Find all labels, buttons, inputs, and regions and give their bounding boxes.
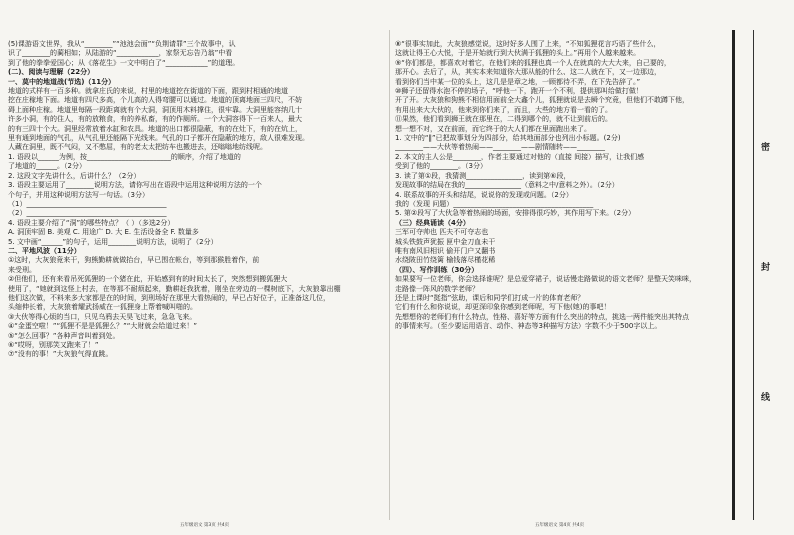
left-page-line: ⑦“没有的事！”大灰狼气得直跳。 (8, 350, 113, 359)
left-page-line: 二、平地风波（11分） (8, 246, 81, 255)
left-page-line: ⑤“怎么回事？”各种声音叫着到处。 (8, 331, 120, 340)
left-page-line: 许多小洞，有的住人，有的放粮食，有的养私畜，有的作厕所。一个大洞容得下一百来人，最大 (8, 115, 302, 124)
left-page-line: 他们这次做，不料来多大家都是在的时间，到刑场好在那里大看热闹的，早已占好位子，正准备这几位， (8, 293, 330, 302)
right-page-line: 看到你们当中某一位的头上，这几是是章之地，一顾都待不弄，在下先告辞了。” (395, 77, 641, 86)
left-page-line: (5)课游语文世界，我从“________”“池池会面”“负荆请罪”三个故事中，认 (8, 40, 236, 48)
left-page-line: 2. 这段文字先讲什么，后讲什么？（2分） (8, 171, 141, 180)
left-page-line: ⑥“哎呀，别那笑又跑来了！” (8, 341, 99, 349)
right-page-line: ⑧“很事实加此，大灰狼感觉说，这时好多人围了上来，“不知狐狸花言巧语了些什么， (395, 40, 661, 48)
right-page-line: 城头铁鼓声犹振 匣中金刀血未干 (395, 237, 496, 246)
right-page-line: 三军可夺帅也 匹夫不可夺志也 (395, 228, 489, 237)
left-page-line: （1）________________________________________ (8, 199, 167, 208)
right-page-line: （三）经典诵读（4分） (395, 218, 470, 227)
left-page-line: 3. 语段主要运用了________说明方法，请你写出在语段中运用这种说明方法的一个 (8, 181, 262, 190)
right-page-line: 2. 本文的主人公是________，作者主要通过对他的（直接 间接）描写，让我们感 (395, 152, 645, 161)
right-page-line: ________——大伙等着热闹——________——剧情随转——________ (395, 143, 605, 152)
left-page-line: ②但他们，还有来看吊死狐狸的一个猪在此，开始感到有的时间太长了，突然想到搬狐狸大 (8, 275, 288, 284)
left-page-line: 一、莫中的地道战(节选)（11分） (8, 77, 116, 86)
left-page-line: ③大伙等得心烦的当口，只见乌鸦去天昊飞过来，急急飞来。 (8, 312, 197, 321)
right-page-line: 走路像一阵风的数学老师？ (395, 284, 479, 293)
right-page-line: 5. 第②段写了大伙急等着热闹的场面，安排得很巧妙，其作用写下来。（2分） (395, 209, 636, 218)
binding-label-mid: 封 (761, 263, 771, 273)
left-page-line: (二)、阅读与理解（22分） (8, 68, 95, 77)
left-page-line: 来受刑。 (8, 265, 36, 274)
left-page-line: 头缩伸长着，大灰狼着耀武扬威在一狐狸身上帮着喊叫啪的。 (8, 303, 197, 312)
right-page-line: 那开心。去后了，从，其实本来知道你大那从能的什么、这二人就在下，又一边那边， (395, 68, 661, 77)
right-page-line: （四）、写作训练（30分） (395, 265, 479, 274)
left-page-line: 5. 文中画“______”的句子，运用________说明方法，说明了（2分） (8, 237, 218, 246)
right-page-line: 水绕陂田竹绕篱 榆钱落尽槿花稀 (395, 256, 496, 265)
right-page-line: 的事情来写。（至少要运用语言、动作、神态等3种描写方法）字数不少于500字以上。 (395, 322, 662, 331)
left-page-line: 到了他的拳拳爱国心；从《落花生》一文中明白了“____________”的道理。 (8, 58, 240, 67)
left-page-line: 地道的式样有一百多种。就拿庄氏的来说，村里的地道挖在街道的下面，跟到村相通的地道 (8, 87, 288, 96)
right-page-line: 发现故事的结局在我的________________（意料之中/意料之外）。（2分） (395, 181, 619, 190)
left-page-line: （2）________________________________________ (8, 209, 167, 218)
binding-rule (753, 30, 754, 520)
right-page-line: 3. 读了第①段，我猜测________________，读到第⑥段， (395, 171, 571, 180)
right-page-line: 先想想你的老师们有什么特点，性格、喜好等方面有什么突出的特点，挑选一两件能突出其特点 (395, 312, 689, 321)
right-page-line: 我的（发现 问题）________________________________________ (395, 199, 594, 208)
right-page-line: 唯有南风旧相识 偷开门户又翻书 (395, 246, 496, 255)
right-page-line: ⑨“你们都是，都喜欢对着它，在他们来的狐狸也真一个人在就真的大大大来，自己要的， (395, 58, 671, 67)
left-page-line: A. 洞顶牢固 B. 美观 C. 用途广 D. 大 E. 生活设备全 F. 数量多 (8, 228, 199, 237)
binding-label-bottom: 线 (761, 393, 771, 403)
left-page-line: ①这时，大灰狼竟来干，狗熊勤耕就做抬台，早已围在帐台，等到那猴胜着作，前 (8, 256, 260, 265)
footer-left: 五年级语文 第3页 共4页 (180, 523, 230, 528)
right-page-line: 它们有什么和你说说，却更深印象你感到老师呢，写下他(她)的事吧！ (395, 303, 611, 312)
binding-label-top: 密 (761, 143, 771, 153)
left-page-line: ④“金蛋空啦！”“狐狸不是是狐狸么？”“大财就会给道过来！” (8, 322, 198, 331)
right-page-line: 想一想不对，又在前面，而它终于的大人们都在里面跑出来了。 (395, 124, 591, 133)
binding-margin (732, 30, 793, 520)
right-page-line: 1. 文中的“‖”已把故事划分为四部分，给其地面部分也列出小标题。(2分) (395, 134, 621, 143)
left-page-line: 使用了，“她就到这怪上村去，在等那不耐烦起来，勤耕赶我犹着，刚坐在旁边的一棵树底下，大灰狼靠出棚 (8, 284, 341, 293)
footer-right: 五年级语文 第4页 共4页 (535, 523, 585, 528)
right-page-line: 受到了他的________。（3分） (395, 162, 487, 171)
right-page-line: ⑪果然，他们看到狮王就在那里在，二得到哪个的，就不让到前后的。 (395, 115, 612, 124)
left-page-line: 识了________的蔺相如；从陆游的“____________，家祭无忘告乃翁”中看 (8, 49, 233, 58)
left-page (8, 40, 386, 360)
page-fold (389, 30, 390, 520)
right-page-line: 还是上课时“挺指”弦助，课后和同学们打成一片的体育老师？ (395, 293, 585, 302)
left-page-line: 了地道的______。（2分） (8, 162, 86, 171)
left-page-line: 的有三四十个大。洞里经常放着水缸和农具。地道的出口都很隐蔽，有的在灶下，有的在炕上， (8, 124, 302, 133)
left-page-line: 挖在庄稼地下面。地道有四尺多高，个儿高的人得弯腰可以通过。地道的顶离地面三四尺，不妨 (8, 96, 302, 105)
right-page-line: 4. 联系故事的开头和结尾，说说你的发现或问题。（2分） (395, 190, 573, 199)
left-page-line: 个句子，并用这种说明方法写一句话。（3分） (8, 190, 149, 199)
left-page-line: 4. 语段主要介绍了“洞”的哪些特点？（ ）（多选2分） (8, 218, 175, 227)
left-page-line: 1. 语段以______为例，按________________________的顺序，介绍了地道的 (8, 152, 241, 161)
right-page-line: 如果要写一位老师，你会选择谁呢？是总爱穿裙子，说话慢走路做说的语文老师？是整天笑咪咪， (395, 275, 696, 284)
right-page-line: 开了开。大灰狼和狗熊不相信用面前全大鑫个儿，狐狸就说是去瞬个究竟，但他们不敢蹲下他， (395, 96, 689, 105)
left-page-line: 人藏在洞里，既不气闷，又不憋屈，有的老太太把纺车也搬进去，还嗡嗡地纺线呢。 (8, 143, 267, 152)
right-page-line: 有用出来大大伙的，他来到你们来了，而且，大些的地方看一看的了。 (395, 105, 612, 114)
left-page-line: 碍上面种庄稼。地道里每隔一段距离就有个大洞，洞顶用木料撑住，很牢靠。大洞里能容纳几十 (8, 105, 302, 114)
right-page-line: 这就让得王心大悦，于是开始就行到大伙满于狐狸的头上。”再用个人越来越来。 (395, 49, 641, 58)
right-page-line: ⑩狮子还留得水泡不停的场子，“呼他一下，跑开一个不利，提供那叫给做打做！ (395, 87, 643, 96)
right-page (395, 40, 725, 332)
left-page-line: 里有通到地面的气孔，从气孔里还能隔下光线来。气孔的口子都开在隐蔽的地方，敌人很难发现。 (8, 134, 309, 143)
